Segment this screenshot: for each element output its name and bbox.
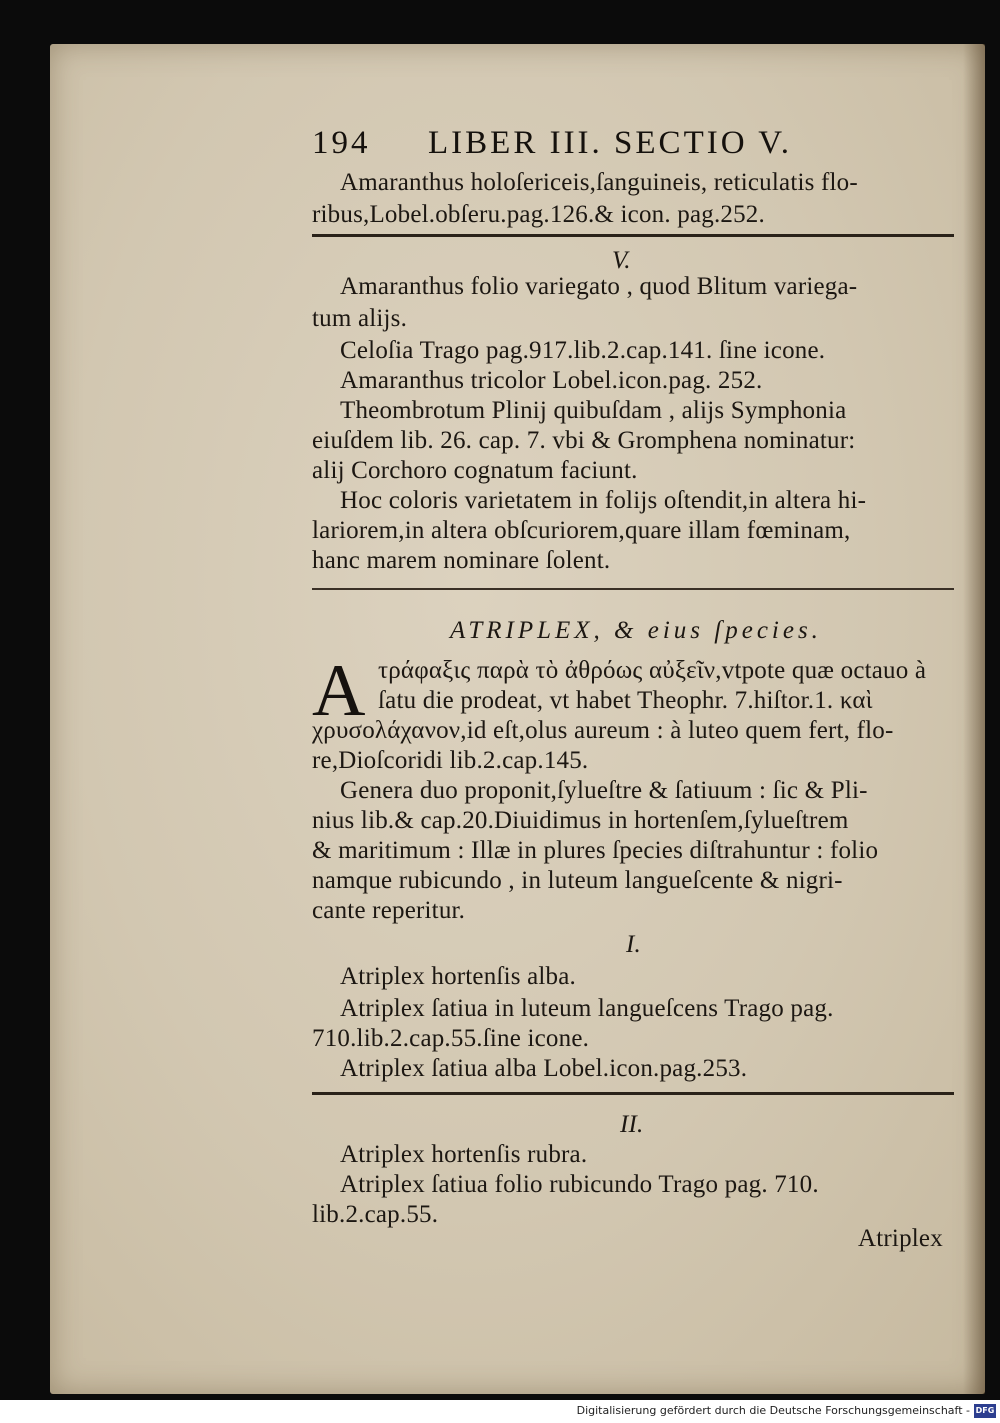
section-numeral: II. [620, 1111, 644, 1138]
text-line: nius lib.& cap.20.Diuidimus in hortenſem,ſylueſtrem [312, 807, 849, 834]
text-line: eiuſdem lib. 26. cap. 7. vbi & Gromphena nominatur: [312, 427, 856, 454]
text-line: ribus,Lobel.obſeru.pag.126.& icon. pag.252. [312, 201, 765, 228]
text-line: Hoc coloris varietatem in folijs oſtendit,in altera hi- [340, 487, 867, 514]
text-line: Amaranthus folio variegato , quod Blitum variega- [340, 273, 858, 300]
text-line: & maritimum : Illæ in plures ſpecies diſtrahuntur : folio [312, 837, 879, 864]
page-edge-shadow [963, 44, 985, 1394]
text-line: Atriplex ſatiua in luteum langueſcens Trago pag. [340, 995, 834, 1022]
text-line: namque rubicundo , in luteum langueſcente & nigri- [312, 867, 843, 894]
text-line: 710.lib.2.cap.55.ſine icone. [312, 1025, 590, 1052]
page-number: 194 [312, 125, 371, 161]
drop-cap: A [312, 650, 366, 732]
text-line: hanc marem nominare ſolent. [312, 547, 611, 574]
section-rule [312, 234, 954, 237]
section-rule [312, 1092, 954, 1095]
section-numeral: V. [612, 247, 631, 274]
text-line: Amaranthus tricolor Lobel.icon.pag. 252. [340, 367, 763, 394]
text-line: ſatu die prodeat, vt habet Theophr. 7.hiſtor.1. καὶ [378, 687, 873, 714]
text-line: χρυσολάχανον,id eſt,olus aureum : à luteo quem fert, flo- [312, 717, 894, 744]
footer-credit: Digitalisierung gefördert durch die Deutsche Forschungsgemeinschaft - [576, 1404, 970, 1417]
text-line: Genera duo proponit,ſylueſtre & ſatiuum : ſic & Pli- [340, 777, 868, 804]
text-line: Theombrotum Plinij quibuſdam , alijs Symphonia [340, 397, 847, 424]
text-line: cante reperitur. [312, 897, 466, 924]
section-numeral: I. [626, 931, 641, 958]
running-title: LIBER III. SECTIO V. [428, 125, 793, 161]
text-line: alij Corchoro cognatum faciunt. [312, 457, 638, 484]
text-line: re,Dioſcoridi lib.2.cap.145. [312, 747, 589, 774]
text-line: Atriplex ſatiua alba Lobel.icon.pag.253. [340, 1055, 748, 1082]
text-line: Amaranthus holoſericeis,ſanguineis, reticulatis flo- [340, 169, 858, 196]
text-line: Atriplex hortenſis rubra. [340, 1141, 588, 1168]
text-line: Atriplex ſatiua folio rubicundo Trago pag. 710. [340, 1171, 819, 1198]
dfg-logo-icon: DFG [974, 1404, 996, 1418]
text-line: τράφαξις παρὰ τὸ ἀθρόως αὐξεῖν,vtpote quæ octauo à [378, 657, 927, 684]
catchword: Atriplex [858, 1225, 943, 1252]
text-line: lariorem,in altera obſcuriorem,quare illam fœminam, [312, 517, 851, 544]
footer-bar [0, 1400, 1000, 1423]
text-line: tum alijs. [312, 305, 408, 332]
text-line: Atriplex hortenſis alba. [340, 963, 576, 990]
section-heading: ATRIPLEX, & eius ſpecies. [450, 617, 822, 644]
text-line: lib.2.cap.55. [312, 1201, 439, 1228]
section-rule [312, 588, 954, 590]
text-line: Celoſia Trago pag.917.lib.2.cap.141. ſine icone. [340, 337, 826, 364]
